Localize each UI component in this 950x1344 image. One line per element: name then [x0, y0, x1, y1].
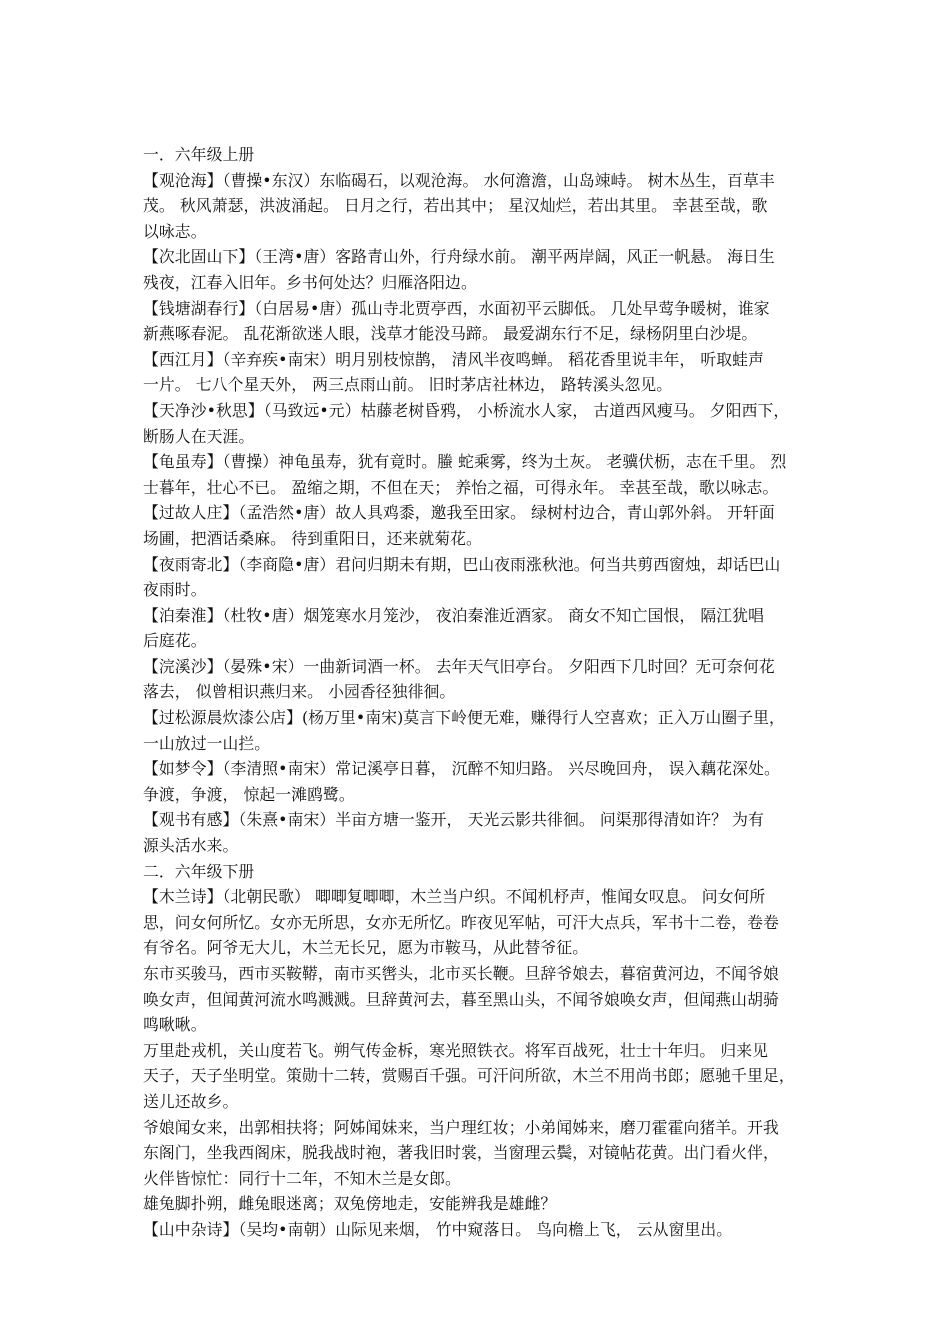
text-line: 万里赴戎机，关山度若飞。朔气传金柝，寒光照铁衣。将军百战死，壮士十年归。 归来见	[143, 1040, 769, 1060]
text-line: 新燕啄春泥。 乱花渐欲迷人眼，浅草才能没马蹄。 最爱湖东行不足，绿杨阴里白沙堤。	[143, 324, 758, 344]
text-line: 【钱塘湖春行】（白居易•唐）孤山寺北贾亭西，水面初平云脚低。 几处早莺争暖树，谁家	[143, 298, 770, 318]
text-line: 【泊秦淮】（杜牧•唐）烟笼寒水月笼沙， 夜泊秦淮近酒家。 商女不知亡国恨， 隔江犹唱	[143, 605, 764, 625]
text-line: 送儿还故乡。	[143, 1091, 239, 1111]
text-line: 火伴皆惊忙：同行十二年，不知木兰是女郎。	[143, 1168, 461, 1188]
text-line: 夜雨时。	[143, 580, 207, 600]
text-line: 一片。 七八个星天外， 两三点雨山前。 旧时茅店社林边， 路转溪头忽见。	[143, 375, 673, 395]
text-line: 爷娘闻女来，出郭相扶将；阿姊闻妹来，当户理红妆；小弟闻姊来，磨刀霍霍向猪羊。开我	[143, 1117, 779, 1137]
text-line: 以咏志。	[143, 221, 207, 241]
text-line: 【观沧海】（曹操•东汉）东临碣石，以观沧海。 水何澹澹，山岛竦峙。 树木丛生，百草丰	[143, 170, 775, 190]
document-body	[143, 142, 811, 1268]
text-line: 【浣溪沙】（晏殊•宋）一曲新词酒一杯。 去年天气旧亭台。 夕阳西下几时回？无可奈何花	[143, 656, 775, 676]
text-line: 【天净沙•秋思】（马致远•元）枯藤老树昏鸦， 小桥流水人家， 古道西风瘦马。 夕阳西下，	[143, 400, 790, 420]
text-line: 雄兔脚扑朔，雌兔眼迷离；双兔傍地走，安能辨我是雄雌？	[143, 1194, 557, 1214]
text-line: 源头活水来。	[143, 836, 239, 856]
text-line: 【龟虽寿】（曹操）神龟虽寿，犹有竟时。螣 蛇乘雾，终为土灰。 老骥伏枥，志在千里。 烈	[143, 452, 787, 472]
text-line: 后庭花。	[143, 631, 207, 651]
text-line: 【木兰诗】（北朝民歌） 唧唧复唧唧，木兰当户织。不闻机杼声，惟闻女叹息。 问女何所	[143, 887, 766, 907]
text-line: 鸣啾啾。	[143, 1015, 207, 1035]
section-heading: 一．六年级上册	[143, 145, 255, 164]
text-line: 争渡，争渡， 惊起一滩鸥鹭。	[143, 784, 355, 804]
section-heading: 二．六年级下册	[143, 861, 255, 881]
text-line: 断肠人在天涯。	[143, 426, 255, 446]
text-line: 【山中杂诗】（吴均•南朝）山际见来烟， 竹中窥落日。 鸟向檐上飞， 云从窗里出。	[143, 1219, 733, 1239]
text-line: 东市买骏马，西市买鞍鞯，南市买辔头，北市买长鞭。旦辞爷娘去，暮宿黄河边，不闻爷娘	[143, 964, 779, 983]
text-line: 残夜，江春入旧年。乡书何处达？归雁洛阳边。	[143, 272, 477, 292]
text-line: 【如梦令】（李清照•南宋）常记溪亭日暮， 沉醉不知归路。 兴尽晚回舟， 误入藕花深处。	[143, 759, 780, 779]
text-line: 【次北固山下】（王湾•唐）客路青山外，行舟绿水前。 潮平两岸阔，风正一帆悬。 海日生	[143, 247, 775, 267]
text-line: 【观书有感】（朱熹•南宋）半亩方塘一鉴开， 天光云影共徘徊。 问渠那得清如许？ 为有	[143, 810, 764, 830]
text-line: 士暮年，壮心不已。 盈缩之期，不但在天； 养怡之福，可得永年。 幸甚至哉，歌以咏志。	[143, 477, 779, 497]
text-line: 【过松源晨炊漆公店】(杨万里•南宋)莫言下岭便无难，赚得行人空喜欢；正入万山圈子里，	[143, 708, 785, 728]
text-line: 思，问女何所忆。女亦无所思，女亦无所忆。昨夜见军帖，可汗大点兵，军书十二卷，卷卷	[143, 912, 779, 932]
text-line: 唤女声，但闻黄河流水鸣溅溅。旦辞黄河去，暮至黑山头，不闻爷娘唤女声，但闻燕山胡骑	[143, 989, 779, 1009]
text-line: 【夜雨寄北】（李商隐•唐）君问归期未有期，巴山夜雨涨秋池。何当共剪西窗烛，却话巴山	[143, 554, 781, 574]
text-line: 茂。 秋风萧瑟，洪波涌起。 日月之行，若出其中； 星汉灿烂，若出其里。 幸甚至哉，歌	[143, 196, 768, 216]
text-line: 天子，天子坐明堂。策勋十二转，赏赐百千强。可汗问所欲，木兰不用尚书郎；愿驰千里足，	[143, 1066, 795, 1086]
text-line: 东阁门，坐我西阁床，脱我战时袍，著我旧时裳，当窗理云鬓，对镜帖花黄。出门看火伴，	[143, 1143, 779, 1163]
text-line: 场圃，把酒话桑麻。 待到重阳日，还来就菊花。	[143, 528, 482, 548]
text-line: 有爷名。阿爷无大儿，木兰无长兄，愿为市鞍马，从此替爷征。	[143, 938, 589, 958]
text-line: 【西江月】（辛弃疾•南宋）明月别枝惊鹊， 清风半夜鸣蝉。 稻花香里说丰年， 听取蛙声	[143, 349, 764, 369]
text-line: 落去， 似曾相识燕归来。 小园香径独徘徊。	[143, 682, 456, 702]
text-line	[143, 1243, 811, 1269]
text-line: 一山放过一山拦。	[143, 733, 271, 753]
text-line: 【过故人庄】（孟浩然•唐）故人具鸡黍，邀我至田家。 绿树村边合，青山郭外斜。 开轩面	[143, 503, 775, 523]
